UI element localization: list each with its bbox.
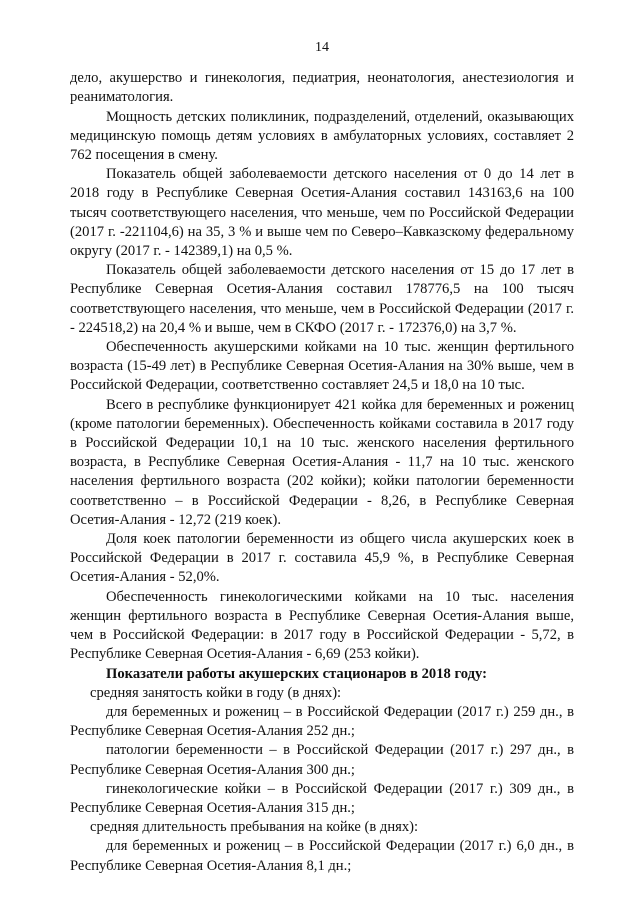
section-heading: Показатели работы акушерских стационаров в 2018 году: xyxy=(106,665,487,682)
list-item: для беременных и рожениц – в Российской Федерации (2017 г.) 259 дн., в Республике Северная Осетия-Алания 252 дн.; xyxy=(70,703,574,740)
paragraph-polyclinics: Мощность детских поликлиник, подразделений, отделений, оказывающих медицинскую помощь детям условиях в амбулаторных условиях, составляет 2 762 посещения в смену. xyxy=(70,108,574,164)
paragraph-morbidity-15-17: Показатель общей заболеваемости детского населения от 15 до 17 лет в Республике Северная Осетия-Алания составил 178776,5 на 100 тысяч соответствующего населения, что меньше, чем в Российской Федерации (2017 г. - 224518,2) на 20,4 % и выше, чем в СКФО (2017 г. - 172376,0) на 3,7 %. xyxy=(70,262,574,336)
list-item: средняя длительность пребывания на койке (в днях): xyxy=(90,819,419,836)
list-item: средняя занятость койки в году (в днях): xyxy=(90,684,342,701)
paragraph-morbidity-0-14: Показатель общей заболеваемости детского населения от 0 до 14 лет в 2018 году в Республике Северная Осетия-Алания составил 143163,6 на 100 тысяч соответствующего населения, что меньше, чем по Российской Федерации (2017 г. -221104,6) на 35, 3 % и выше чем по Северо–Кавказскому федеральному округу (2017 г. - 142389,1) на 0,5 %. xyxy=(70,166,574,260)
paragraph-obstetric-beds: Обеспеченность акушерскими койками на 10 тыс. женщин фертильного возраста (15-49 лет) в Республике Северная Осетия-Алания на 30% выше, чем в Российской Федерации, соответственно составляет 24,5 и 18,0 на 10 тыс. xyxy=(70,339,574,394)
paragraph-specialties: дело, акушерство и гинекология, педиатрия, неонатология, анестезиология и реаниматология. xyxy=(70,70,574,106)
list-item: гинекологические койки – в Российской Федерации (2017 г.) 309 дн., в Республике Северная Осетия-Алания 315 дн.; xyxy=(70,780,574,816)
page-number: 14 xyxy=(315,40,329,55)
paragraph-pathology-share: Доля коек патологии беременности из общего числа акушерских коек в Российской Федерации в 2017 г. составила 45,9 %, в Республике Северная Осетия-Алания - 52,0%. xyxy=(70,531,574,586)
list-item: патологии беременности – в Российской Федерации (2017 г.) 297 дн., в Республике Северная Осетия-Алания 300 дн.; xyxy=(70,742,574,778)
paragraph-gynecology-beds: Обеспеченность гинекологическими койками на 10 тыс. населения женщин фертильного возраста в Республике Северная Осетия-Алания выше, чем в Российской Федерации: в 2017 году в Российской Федерации - 5,72, в Республике Северная Осетия-Алания - 6,69 (253 койки). xyxy=(70,588,574,663)
list-item: для беременных и рожениц – в Российской Федерации (2017 г.) 6,0 дн., в Республике Северная Осетия-Алания 8,1 дн.; xyxy=(70,838,574,874)
paragraph-pregnancy-beds: Всего в республике функционирует 421 койка для беременных и рожениц (кроме патологии беременных). Обеспеченность койками составила в 2017 году в Российской Федерации 10,1 на 10 тыс. женского населения фертильного возраста, в Республике Северная Осетия-Алания - 11,7 на 10 тыс. женского населения фертильного возраста (202 койки); койки патологии беременности соответственно – в Российской Федерации - 8,26, в Республике Северная Осетия-Алания - 12,72 (219 коек). xyxy=(70,396,574,528)
